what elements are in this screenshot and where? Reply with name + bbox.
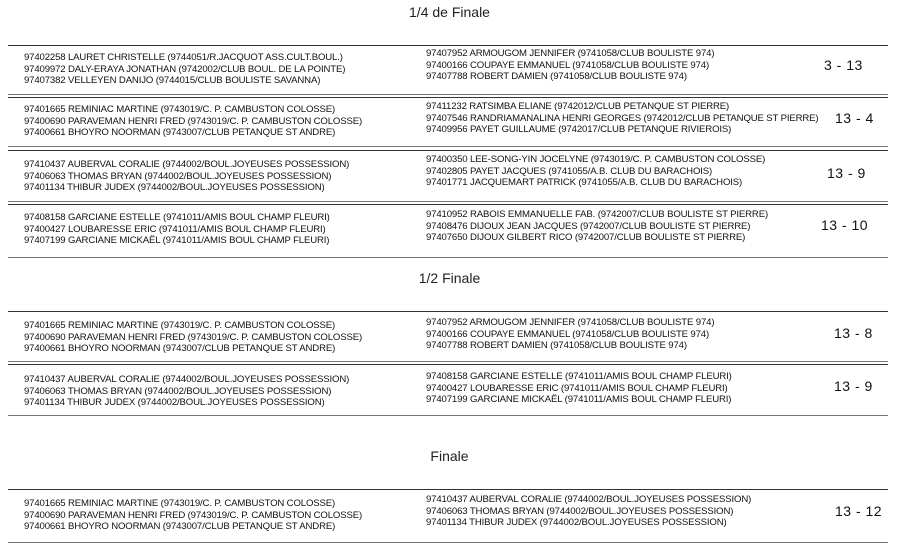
team-right (426, 317, 714, 352)
player: 97409972 DALY-ERAYA JONATHAN (9742002/CLUB BOUL. DE LA POINTE) (24, 63, 346, 75)
player: 97402258 LAURET CHRISTELLE (9744051/R.JACQUOT ASS.CULT.BOUL.) (24, 52, 343, 63)
section-title-semi-final: 1/2 Finale (418, 270, 481, 286)
player: 97401771 JACQUEMART PATRICK (9741055/A.B. CLUB DU BARACHOIS) (426, 177, 743, 188)
player: 97400350 LEE-SONG-YIN JOCELYNE (9743019/C. P. CAMBUSTON COLOSSE) (426, 154, 766, 165)
player: 97401665 REMINIAC MARTINE (9743019/C. P. CAMBUSTON COLOSSE) (24, 104, 336, 115)
match-score: 13 - 4 (835, 110, 874, 126)
player: 97401134 THIBUR JUDEX (9744002/BOUL.JOYEUSES POSSESSION) (426, 517, 727, 528)
match-row (8, 364, 888, 416)
team-right (426, 101, 818, 136)
player: 97407199 GARCIANE MICKAËL (9741011/AMIS BOUL CHAMP FLEURI) (426, 394, 732, 405)
match-score: 3 - 13 (824, 57, 863, 73)
player: 97407199 GARCIANE MICKAËL (9741011/AMIS BOUL CHAMP FLEURI) (24, 235, 330, 246)
player: 97406063 THOMAS BRYAN (9744002/BOUL.JOYEUSES POSSESSION) (24, 170, 332, 182)
team-right (426, 48, 714, 83)
player: 97407952 ARMOUGOM JENNIFER (9741058/CLUB BOULISTE 974) (426, 317, 715, 328)
match-score: 13 - 8 (834, 325, 873, 341)
player: 97401134 THIBUR JUDEX (9744002/BOUL.JOYEUSES POSSESSION) (24, 397, 325, 408)
match-row (8, 311, 888, 362)
match-row (8, 489, 888, 543)
team-right (426, 494, 751, 529)
match-score: 13 - 10 (821, 217, 869, 233)
player: 97400690 PARAVEMAN HENRI FRED (9743019/C. P. CAMBUSTON COLOSSE) (24, 115, 363, 127)
player: 97407650 DIJOUX GILBERT RICO (9742007/CLUB BOULISTE ST PIERRE) (426, 232, 746, 243)
player: 97410437 AUBERVAL CORALIE (9744002/BOUL.JOYEUSES POSSESSION) (24, 374, 350, 385)
player: 97407382 VELLEYEN DANIJO (9744015/CLUB BOULISTE SAVANNA) (24, 75, 321, 86)
player: 97409956 PAYET GUILLAUME (9742017/CLUB PETANQUE RIVIEROIS) (426, 124, 732, 135)
match-row (8, 150, 888, 202)
player: 97401665 REMINIAC MARTINE (9743019/C. P. CAMBUSTON COLOSSE) (24, 320, 336, 331)
player: 97400690 PARAVEMAN HENRI FRED (9743019/C. P. CAMBUSTON COLOSSE) (24, 331, 363, 343)
match-score: 13 - 9 (827, 165, 866, 181)
team-left (24, 212, 330, 247)
player: 97410437 AUBERVAL CORALIE (9744002/BOUL.JOYEUSES POSSESSION) (426, 494, 752, 505)
player: 97400166 COUPAYE EMMANUEL (9741058/CLUB BOULISTE 974) (426, 328, 710, 340)
player: 97407788 ROBERT DAMIEN (9741058/CLUB BOULISTE 974) (426, 340, 687, 351)
match-row (8, 204, 888, 258)
player: 97406063 THOMAS BRYAN (9744002/BOUL.JOYEUSES POSSESSION) (24, 385, 332, 397)
player: 97406063 THOMAS BRYAN (9744002/BOUL.JOYEUSES POSSESSION) (426, 505, 734, 517)
player: 97410952 RABOIS EMMANUELLE FAB. (9742007/CLUB BOULISTE ST PIERRE) (426, 209, 768, 220)
player: 97408476 DIJOUX JEAN JACQUES (9742007/CLUB BOULISTE ST PIERRE) (426, 220, 751, 232)
team-right (426, 209, 768, 244)
player: 97407546 RANDRIAMANALINA HENRI GEORGES (9742012/CLUB PETANQUE ST PIERRE) (426, 112, 819, 124)
player: 97402805 PAYET JACQUES (9741055/A.B. CLUB DU BARACHOIS) (426, 165, 713, 177)
team-left (24, 52, 345, 87)
player: 97407952 ARMOUGOM JENNIFER (9741058/CLUB BOULISTE 974) (426, 48, 715, 59)
player: 97408158 GARCIANE ESTELLE (9741011/AMIS BOUL CHAMP FLEURI) (426, 371, 732, 382)
player: 97400690 PARAVEMAN HENRI FRED (9743019/C. P. CAMBUSTON COLOSSE) (24, 509, 363, 521)
team-left (24, 104, 362, 139)
player: 97400427 LOUBARESSE ERIC (9741011/AMIS BOUL CHAMP FLEURI) (24, 223, 326, 235)
team-left (24, 159, 349, 194)
match-row (8, 45, 888, 95)
team-right (426, 154, 765, 189)
team-left (24, 498, 362, 533)
player: 97400661 BHOYRO NOORMAN (9743007/CLUB PETANQUE ST ANDRE) (24, 343, 336, 354)
player: 97401665 REMINIAC MARTINE (9743019/C. P. CAMBUSTON COLOSSE) (24, 498, 336, 509)
match-score: 13 - 9 (834, 378, 873, 394)
player: 97400661 BHOYRO NOORMAN (9743007/CLUB PETANQUE ST ANDRE) (24, 127, 336, 138)
match-score: 13 - 12 (835, 503, 883, 519)
match-row (8, 97, 888, 147)
player: 97410437 AUBERVAL CORALIE (9744002/BOUL.JOYEUSES POSSESSION) (24, 159, 350, 170)
player: 97400166 COUPAYE EMMANUEL (9741058/CLUB BOULISTE 974) (426, 59, 710, 71)
team-right (426, 371, 732, 406)
section-title-quarter-final: 1/4 de Finale (409, 4, 490, 20)
team-left (24, 374, 349, 409)
player: 97411232 RATSIMBA ELIANE (9742012/CLUB PETANQUE ST PIERRE) (426, 101, 730, 112)
player: 97400661 BHOYRO NOORMAN (9743007/CLUB PETANQUE ST ANDRE) (24, 521, 336, 532)
player: 97407788 ROBERT DAMIEN (9741058/CLUB BOULISTE 974) (426, 71, 687, 82)
section-title-final: Finale (430, 448, 469, 464)
team-left (24, 320, 362, 355)
player: 97400427 LOUBARESSE ERIC (9741011/AMIS BOUL CHAMP FLEURI) (426, 382, 728, 394)
player: 97408158 GARCIANE ESTELLE (9741011/AMIS BOUL CHAMP FLEURI) (24, 212, 330, 223)
player: 97401134 THIBUR JUDEX (9744002/BOUL.JOYEUSES POSSESSION) (24, 182, 325, 193)
